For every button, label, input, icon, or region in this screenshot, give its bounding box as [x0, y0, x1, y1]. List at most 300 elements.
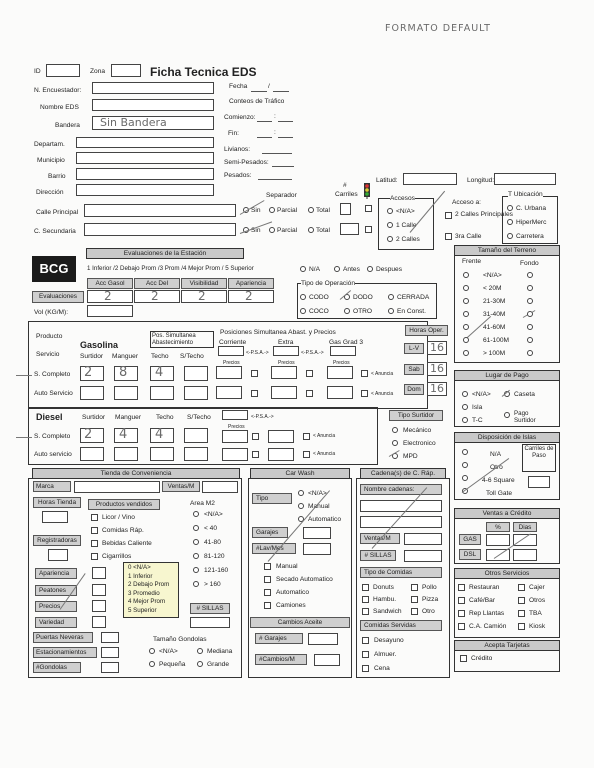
terreno-frente-6-radio[interactable] — [463, 350, 469, 356]
tienda-scale-1: 1 Inferior — [128, 572, 153, 580]
gasolina-title: Gasolina — [80, 340, 119, 350]
eval-despues-radio[interactable] — [367, 266, 373, 272]
terreno-fondo-6-radio[interactable] — [527, 350, 533, 356]
sep1-total-label: Total — [316, 207, 330, 214]
cadena-sillas-field[interactable] — [404, 550, 442, 562]
barrio-label: Barrio — [48, 173, 66, 180]
sep2-total-radio[interactable] — [308, 227, 314, 233]
eval-na-radio[interactable] — [300, 266, 306, 272]
comida-0-checkbox[interactable] — [362, 584, 369, 591]
area-2-radio[interactable] — [193, 539, 199, 545]
peatones-field[interactable] — [92, 584, 106, 596]
terreno-fondo-1-radio[interactable] — [527, 285, 533, 291]
horas-lv-label: L-V — [404, 343, 424, 354]
terreno-option-3-label: 31-40M — [483, 311, 506, 318]
gas-as-techo-field[interactable] — [150, 386, 174, 400]
carwash-opt-1-checkbox[interactable] — [264, 576, 271, 583]
credito-pct-label: % — [486, 522, 510, 532]
barrio-field[interactable] — [76, 168, 214, 180]
marca-label: Marca — [33, 481, 71, 492]
comida-4-label: Sandwich — [373, 608, 402, 615]
corriente-pos-field[interactable] — [218, 346, 244, 356]
sep1-parcial-label: Parcial — [277, 207, 298, 214]
op-en-const-radio[interactable] — [388, 308, 394, 314]
dsl-as-price-2[interactable] — [268, 448, 294, 461]
area-3-label: 81-120 — [204, 553, 225, 560]
producto-1-checkbox[interactable] — [91, 527, 98, 534]
carwash-garajes-field[interactable] — [303, 527, 331, 539]
cambios-garajes-field[interactable] — [308, 633, 338, 645]
gondolas-field[interactable] — [101, 662, 119, 673]
eval-visibilidad-value: 2 — [198, 289, 206, 303]
diesel-pos-field[interactable] — [222, 410, 248, 420]
islas-header: Disposición de Islas — [454, 432, 560, 443]
sep2-sin-label: Sin — [251, 227, 261, 234]
accesos-2-label: 2 Calles — [396, 236, 420, 243]
area-4-radio[interactable] — [193, 567, 199, 573]
gas-as-anuncia: < Anuncia — [371, 391, 394, 397]
nombre-field[interactable] — [92, 99, 214, 111]
surtidor-mecanico-radio[interactable] — [392, 427, 398, 433]
credito-checkbox[interactable] — [460, 655, 467, 662]
producto-0-label: Licor / Vino — [102, 514, 135, 521]
gas-grad-label: Gas Grad 3 — [329, 339, 364, 346]
op-dodo-label: DODO — [353, 294, 373, 301]
islas-c1-radio[interactable] — [462, 449, 468, 455]
dsl-sc-stecho-field[interactable] — [184, 428, 208, 443]
surtidor-electronico-label: Electronico — [403, 440, 436, 447]
terreno-frente-label: Frente — [462, 258, 482, 265]
surtidor-mpd-label: MPD — [403, 453, 418, 460]
producto-3-checkbox[interactable] — [91, 553, 98, 560]
gas-as-gasgrad-checkbox[interactable] — [361, 390, 368, 397]
peatones-label: Peatones — [35, 585, 77, 596]
pago-na-label: <N/A> — [472, 391, 491, 398]
op-cerrada-radio[interactable] — [388, 294, 394, 300]
cadena-header: Cadena(s) de C. Ráp. — [360, 468, 446, 479]
cadena-nombre-field-2[interactable] — [360, 516, 442, 528]
psa-label-1: <-P.S.A.-> — [246, 350, 269, 356]
comida-5-checkbox[interactable] — [411, 608, 418, 615]
accesos-1-label: 1 Calle — [396, 222, 417, 229]
islas-square-label: 4-6 Square — [482, 477, 515, 484]
carriles-hash: # — [343, 182, 347, 189]
latitud-field[interactable] — [403, 173, 457, 185]
tienda-header: Tienda de Conveniencia — [32, 468, 240, 479]
terreno-option-1-label: < 20M — [483, 285, 502, 292]
credito-dsl-label: DSL — [459, 549, 481, 560]
sep2-parcial-radio[interactable] — [269, 227, 275, 233]
gas-sc-stecho-field[interactable] — [184, 366, 208, 381]
puertas-label: Puertas Neveras — [33, 632, 93, 643]
gondola-pequena-radio[interactable] — [149, 661, 155, 667]
terreno-fondo-2-radio[interactable] — [527, 298, 533, 304]
almuer-checkbox[interactable] — [362, 651, 369, 658]
acceso-principales-checkbox[interactable] — [445, 212, 452, 219]
comida-5-label: Otro — [422, 608, 435, 615]
carwash-opt-0-checkbox[interactable] — [264, 563, 271, 570]
tipo-comidas-header: Tipo de Comidas — [360, 567, 442, 578]
diesel-autoservicio-label: Auto servicio — [34, 451, 72, 458]
terreno-frente-5-radio[interactable] — [463, 337, 469, 343]
credito-gas-label: GAS — [459, 534, 481, 545]
dsl-as-checkbox-1[interactable] — [252, 451, 259, 458]
tipo-operacion-title: Tipo de Operación — [301, 280, 356, 287]
comienzo-label: Comienzo: — [224, 114, 256, 121]
dsl-as-stecho-field[interactable] — [184, 447, 208, 461]
terreno-option-2-label: 21-30M — [483, 298, 506, 305]
accesos-na-radio[interactable] — [387, 208, 393, 214]
dsl-as-techo-field[interactable] — [150, 447, 174, 461]
otros-7-label: Kiosk — [529, 623, 546, 630]
comida-0-label: Donuts — [373, 584, 394, 591]
diesel-psa-label: <-P.S.A.-> — [251, 414, 274, 420]
eval-col-visibilidad: Visibilidad — [181, 278, 227, 289]
otros-1-label: Cajer — [529, 584, 545, 591]
comienzo-line-a[interactable] — [257, 121, 272, 122]
eval-na-label: N/A — [309, 266, 320, 273]
producto-0-checkbox[interactable] — [91, 514, 98, 521]
cadena-sillas-label: # SILLAS — [360, 550, 396, 561]
terreno-frente-4-radio[interactable] — [463, 324, 469, 330]
op-coco-label: COCO — [309, 308, 329, 315]
cambios-m-label: #Cambios/M — [255, 654, 307, 665]
eval-antes-radio[interactable] — [334, 266, 340, 272]
gondola-na-radio[interactable] — [149, 648, 155, 654]
eval-antes-label: Antes — [343, 266, 360, 273]
cadena-ventas-field[interactable] — [404, 533, 442, 545]
otros-5-checkbox[interactable] — [518, 610, 525, 617]
id-label: ID — [34, 68, 41, 75]
gas-as-extra-checkbox[interactable] — [306, 390, 313, 397]
otros-6-checkbox[interactable] — [458, 623, 465, 630]
pago-isla-radio[interactable] — [462, 404, 468, 410]
carriles-paso-field[interactable] — [528, 476, 550, 488]
credito-label: Crédito — [471, 655, 493, 662]
ubicacion-carretera-radio[interactable] — [507, 233, 513, 239]
dsl-sc-checkbox-2[interactable] — [303, 433, 310, 440]
gas-as-corriente-price[interactable] — [216, 386, 242, 399]
municipio-field[interactable] — [76, 152, 214, 164]
pago-isla-label: Isla — [472, 404, 483, 411]
evaluaciones-header: Evaluaciones de la Estación — [86, 248, 244, 259]
producto-2-checkbox[interactable] — [91, 540, 98, 547]
comienzo-line-b[interactable] — [278, 121, 293, 122]
gondola-mediana-radio[interactable] — [197, 648, 203, 654]
estacionamientos-field[interactable] — [101, 647, 119, 658]
carwash-tipo-label: Tipo — [252, 493, 292, 504]
cadena-nombre-field-1[interactable] — [360, 500, 442, 512]
calle-secundaria-field[interactable] — [84, 223, 236, 236]
terreno-fondo-3-radio[interactable] — [527, 311, 533, 317]
corriente-label: Corriente — [219, 339, 247, 346]
fin-label: Fin: — [228, 130, 239, 137]
gas-as-extra-price[interactable] — [271, 386, 297, 399]
gas-sc-extra-price[interactable] — [271, 366, 297, 379]
precios-label-1: Precios — [223, 360, 240, 366]
fecha-sep: / — [268, 83, 270, 90]
departam-field[interactable] — [76, 137, 214, 148]
fin-line-b[interactable] — [278, 137, 293, 138]
id-field[interactable] — [46, 64, 80, 77]
gas-sc-extra-checkbox[interactable] — [306, 370, 313, 377]
ubicacion-hiper-radio[interactable] — [507, 219, 513, 225]
dsl-as-checkbox-2[interactable] — [303, 451, 310, 458]
terreno-frente-3-radio[interactable] — [463, 311, 469, 317]
semipesados-line[interactable] — [272, 166, 294, 167]
horas-tienda-field[interactable] — [42, 511, 68, 523]
pago-na-radio[interactable] — [462, 391, 468, 397]
op-otro-label: OTRO — [353, 308, 373, 315]
horas-oper-header: Horas Oper. — [405, 325, 448, 336]
carwash-garajes-label: Garajes — [252, 527, 288, 538]
cadena-nombre-label: Nombre cadenas: — [360, 484, 442, 495]
gasolina-stecho-label: S/Techo — [180, 353, 204, 360]
ubicacion-hiper-label: HiperMerc — [516, 219, 547, 226]
comienzo-colon: : — [274, 113, 276, 120]
precios-label-2: Precios — [278, 360, 295, 366]
precios-label: Precios — [35, 601, 77, 612]
fecha-month-line[interactable] — [273, 91, 289, 92]
otros-6-label: C.A. Camión — [469, 623, 507, 630]
area-3-radio[interactable] — [193, 553, 199, 559]
terreno-fondo-4-radio[interactable] — [527, 324, 533, 330]
encuestador-field[interactable] — [92, 82, 214, 94]
terreno-frente-1-radio[interactable] — [463, 285, 469, 291]
semipesados-label: Semi-Pesados: — [224, 159, 269, 166]
extra-pos-field[interactable] — [273, 346, 299, 356]
eval-col-acc-gasol: Acc Gasol — [87, 278, 133, 289]
calle-principal-field[interactable] — [84, 204, 236, 217]
diesel-stecho-label: S/Techo — [187, 414, 211, 421]
area-0-radio[interactable] — [193, 511, 199, 517]
comidas-servidas-header: Comidas Servidas — [360, 620, 442, 631]
carwash-manual-radio[interactable] — [298, 503, 304, 509]
variedad-field[interactable] — [92, 616, 106, 628]
horas-dom-value: 16 — [430, 382, 444, 395]
sep1-total-radio[interactable] — [308, 207, 314, 213]
op-en-const-label: En Const. — [397, 308, 426, 315]
light-2-checkbox[interactable] — [365, 226, 372, 233]
carriles-2-field[interactable] — [340, 223, 359, 235]
diesel-scompleto-label: S. Completo — [34, 433, 71, 440]
gas-sc-gasgrad-checkbox[interactable] — [361, 370, 368, 377]
bandera-label: Bandera — [55, 122, 80, 129]
carriles-label: Carriles — [335, 191, 358, 198]
pago-surtidor-radio[interactable] — [504, 412, 510, 418]
gas-sc-dash — [16, 375, 32, 376]
departam-label: Departam. — [34, 141, 65, 148]
extra-label: Extra — [278, 339, 294, 346]
terreno-fondo-5-radio[interactable] — [527, 337, 533, 343]
pesados-label: Pesados: — [224, 172, 252, 179]
surtidor-mecanico-label: Mecánico — [403, 427, 432, 434]
carwash-opt-2-label: Automatico — [276, 589, 309, 596]
lugar-pago-header: Lugar de Pago — [454, 370, 560, 381]
op-otro-radio[interactable] — [344, 308, 350, 314]
tienda-ventas-field[interactable] — [202, 481, 238, 493]
cambios-header: Cambios Aceite — [250, 617, 350, 628]
eval-acc-gasol-value: 2 — [104, 289, 112, 303]
area-1-radio[interactable] — [193, 525, 199, 531]
acceso-principales-label: 2 Calles Principales — [455, 211, 513, 218]
carwash-opt-3-label: Camiones — [276, 602, 306, 609]
latitud-label: Latitud: — [376, 177, 398, 184]
otros-0-checkbox[interactable] — [458, 584, 465, 591]
puertas-field[interactable] — [101, 632, 119, 643]
terreno-frente-2-radio[interactable] — [463, 298, 469, 304]
carwash-opt-0-label: Manual — [276, 563, 298, 570]
dsl-sc-price-2[interactable] — [268, 430, 294, 443]
estacionamientos-label: Estacionamientos — [33, 647, 97, 658]
op-cerrada-label: CERRADA — [397, 294, 430, 301]
dsl-as-surtidor-field[interactable] — [80, 447, 104, 461]
ubicacion-urbana-radio[interactable] — [507, 205, 513, 211]
sep1-sin-label: Sin — [251, 207, 261, 214]
psa-label-2: <-P.S.A.-> — [301, 350, 324, 356]
tienda-sillas-field[interactable] — [190, 617, 230, 628]
comida-3-checkbox[interactable] — [411, 596, 418, 603]
light-1-checkbox[interactable] — [365, 205, 372, 212]
carwash-opt-2-checkbox[interactable] — [264, 589, 271, 596]
gas-as-corriente-checkbox[interactable] — [251, 390, 258, 397]
area-label: Area M2 — [190, 500, 215, 507]
gas-sc-gasgrad-price[interactable] — [327, 366, 353, 379]
comida-1-checkbox[interactable] — [411, 584, 418, 591]
area-5-radio[interactable] — [193, 581, 199, 587]
dsl-as-price[interactable] — [222, 448, 248, 461]
gasgrad-pos-field[interactable] — [330, 346, 356, 356]
gas-sc-manguer-value: 8 — [119, 365, 128, 380]
vol-label: Vol (KG/M): — [34, 309, 69, 316]
gas-as-surtidor-field[interactable] — [80, 386, 104, 400]
comida-2-checkbox[interactable] — [362, 596, 369, 603]
desayuno-checkbox[interactable] — [362, 637, 369, 644]
registradoras-field[interactable] — [48, 549, 68, 561]
carwash-manual-label: Manual — [308, 503, 330, 510]
horas-lv-value: 16 — [430, 341, 444, 354]
cambios-garajes-label: # Garajes — [255, 633, 303, 644]
comida-4-checkbox[interactable] — [362, 608, 369, 615]
terreno-option-0-label: <N/A> — [483, 272, 502, 279]
longitud-field[interactable] — [494, 173, 556, 185]
credito-dias-label: Dias — [513, 522, 537, 532]
surtidor-electronico-radio[interactable] — [392, 440, 398, 446]
variedad-label: Variedad — [35, 617, 77, 628]
gas-as-gasgrad-price[interactable] — [327, 386, 353, 399]
diesel-manguer-label: Manguer — [115, 414, 142, 421]
zona-field[interactable] — [111, 64, 141, 77]
accesos-2-radio[interactable] — [387, 236, 393, 242]
pago-tc-radio[interactable] — [462, 417, 468, 423]
livianos-line[interactable] — [262, 153, 292, 154]
otros-5-label: TBA — [529, 610, 542, 617]
marca-field[interactable] — [74, 481, 160, 493]
acceso-tercera-checkbox[interactable] — [445, 233, 452, 240]
gasolina-producto-label: Producto — [36, 333, 63, 340]
fin-line-a[interactable] — [257, 137, 272, 138]
carwash-lav-label: #Lav/Mes — [252, 543, 296, 554]
fecha-day-line[interactable] — [251, 91, 267, 92]
lugar-pago-group — [454, 375, 560, 427]
otros-4-checkbox[interactable] — [458, 610, 465, 617]
apariencia-field[interactable] — [92, 567, 106, 579]
producto-2-label: Bebidas Caliente — [102, 540, 152, 547]
gas-as-stecho-field[interactable] — [184, 386, 208, 400]
horas-dom-label: Dom — [404, 384, 424, 395]
evaluaciones-scale: 1 Inferior /2 Debajo Prom /3 Prom /4 Mejor Prom / 5 Superior — [87, 265, 254, 272]
productos-header: Productos vendidos — [88, 499, 160, 510]
credito-gas-pct[interactable] — [486, 534, 510, 546]
dsl-as-anuncia: < Anuncia — [313, 451, 336, 457]
credito-dsl-dias[interactable] — [513, 549, 537, 561]
op-codo-radio[interactable] — [300, 294, 306, 300]
acceso-a-label: Acceso a: — [452, 199, 481, 206]
otros-2-checkbox[interactable] — [458, 597, 465, 604]
islas-c3-radio[interactable] — [462, 475, 468, 481]
tienda-scale-3: 3 Promedio — [128, 589, 160, 597]
posiciones-label: Posiciones Simultanea Abast. y Precios — [220, 329, 336, 336]
desayuno-label: Desayuno — [374, 637, 404, 644]
horas-sab-value: 16 — [430, 362, 444, 375]
precios-field[interactable] — [92, 600, 106, 612]
direccion-field[interactable] — [76, 184, 214, 196]
terreno-fondo-0-radio[interactable] — [527, 272, 533, 278]
pesados-line[interactable] — [258, 179, 292, 180]
carriles-1-field[interactable] — [340, 203, 351, 215]
horas-sab-label: Sab — [404, 364, 424, 375]
islas-c2-radio[interactable] — [462, 462, 468, 468]
bcg-logo: BCG — [32, 256, 76, 282]
cambios-m-field[interactable] — [314, 654, 340, 666]
gondola-grande-radio[interactable] — [197, 661, 203, 667]
gas-as-manguer-field[interactable] — [114, 386, 138, 400]
carwash-opt-3-checkbox[interactable] — [264, 602, 271, 609]
dsl-as-manguer-field[interactable] — [114, 447, 138, 461]
horas-tienda-label: Horas Tienda — [33, 497, 81, 508]
comida-3-label: Pizza — [422, 596, 439, 603]
islas-na-label: N/A — [490, 451, 501, 458]
accesos-1-radio[interactable] — [387, 222, 393, 228]
gas-sc-corriente-price[interactable] — [216, 366, 242, 379]
comida-2-label: Hambu. — [373, 596, 397, 603]
otros-3-checkbox[interactable] — [518, 597, 525, 604]
fin-colon: : — [274, 129, 276, 136]
producto-1-label: Comidas Ráp. — [102, 527, 144, 534]
carwash-lav-field[interactable] — [303, 543, 331, 555]
tienda-scale-4: 4 Mejor Prom — [128, 598, 166, 605]
carwash-header: Car Wash — [250, 468, 350, 479]
otros-1-checkbox[interactable] — [518, 584, 525, 591]
otros-7-checkbox[interactable] — [518, 623, 525, 630]
carwash-na-label: <N/A> — [308, 490, 327, 497]
sep1-parcial-radio[interactable] — [269, 207, 275, 213]
eval-col-acc-del: Acc Del — [134, 278, 180, 289]
terreno-frente-0-radio[interactable] — [463, 272, 469, 278]
carwash-na-radio[interactable] — [298, 490, 304, 496]
otros-header: Otros Servicios — [454, 568, 560, 579]
cadena-ventas-label: Ventas/M — [360, 533, 400, 544]
dsl-sc-price[interactable] — [222, 430, 248, 443]
longitud-label: Longitud: — [467, 177, 495, 184]
dsl-sc-checkbox-1[interactable] — [252, 433, 259, 440]
op-coco-radio[interactable] — [300, 308, 306, 314]
cena-label: Cena — [374, 665, 390, 672]
cena-checkbox[interactable] — [362, 665, 369, 672]
vol-field[interactable] — [87, 305, 133, 317]
gas-sc-corriente-checkbox[interactable] — [251, 370, 258, 377]
gondola-pequena-label: Pequeña — [159, 661, 186, 668]
